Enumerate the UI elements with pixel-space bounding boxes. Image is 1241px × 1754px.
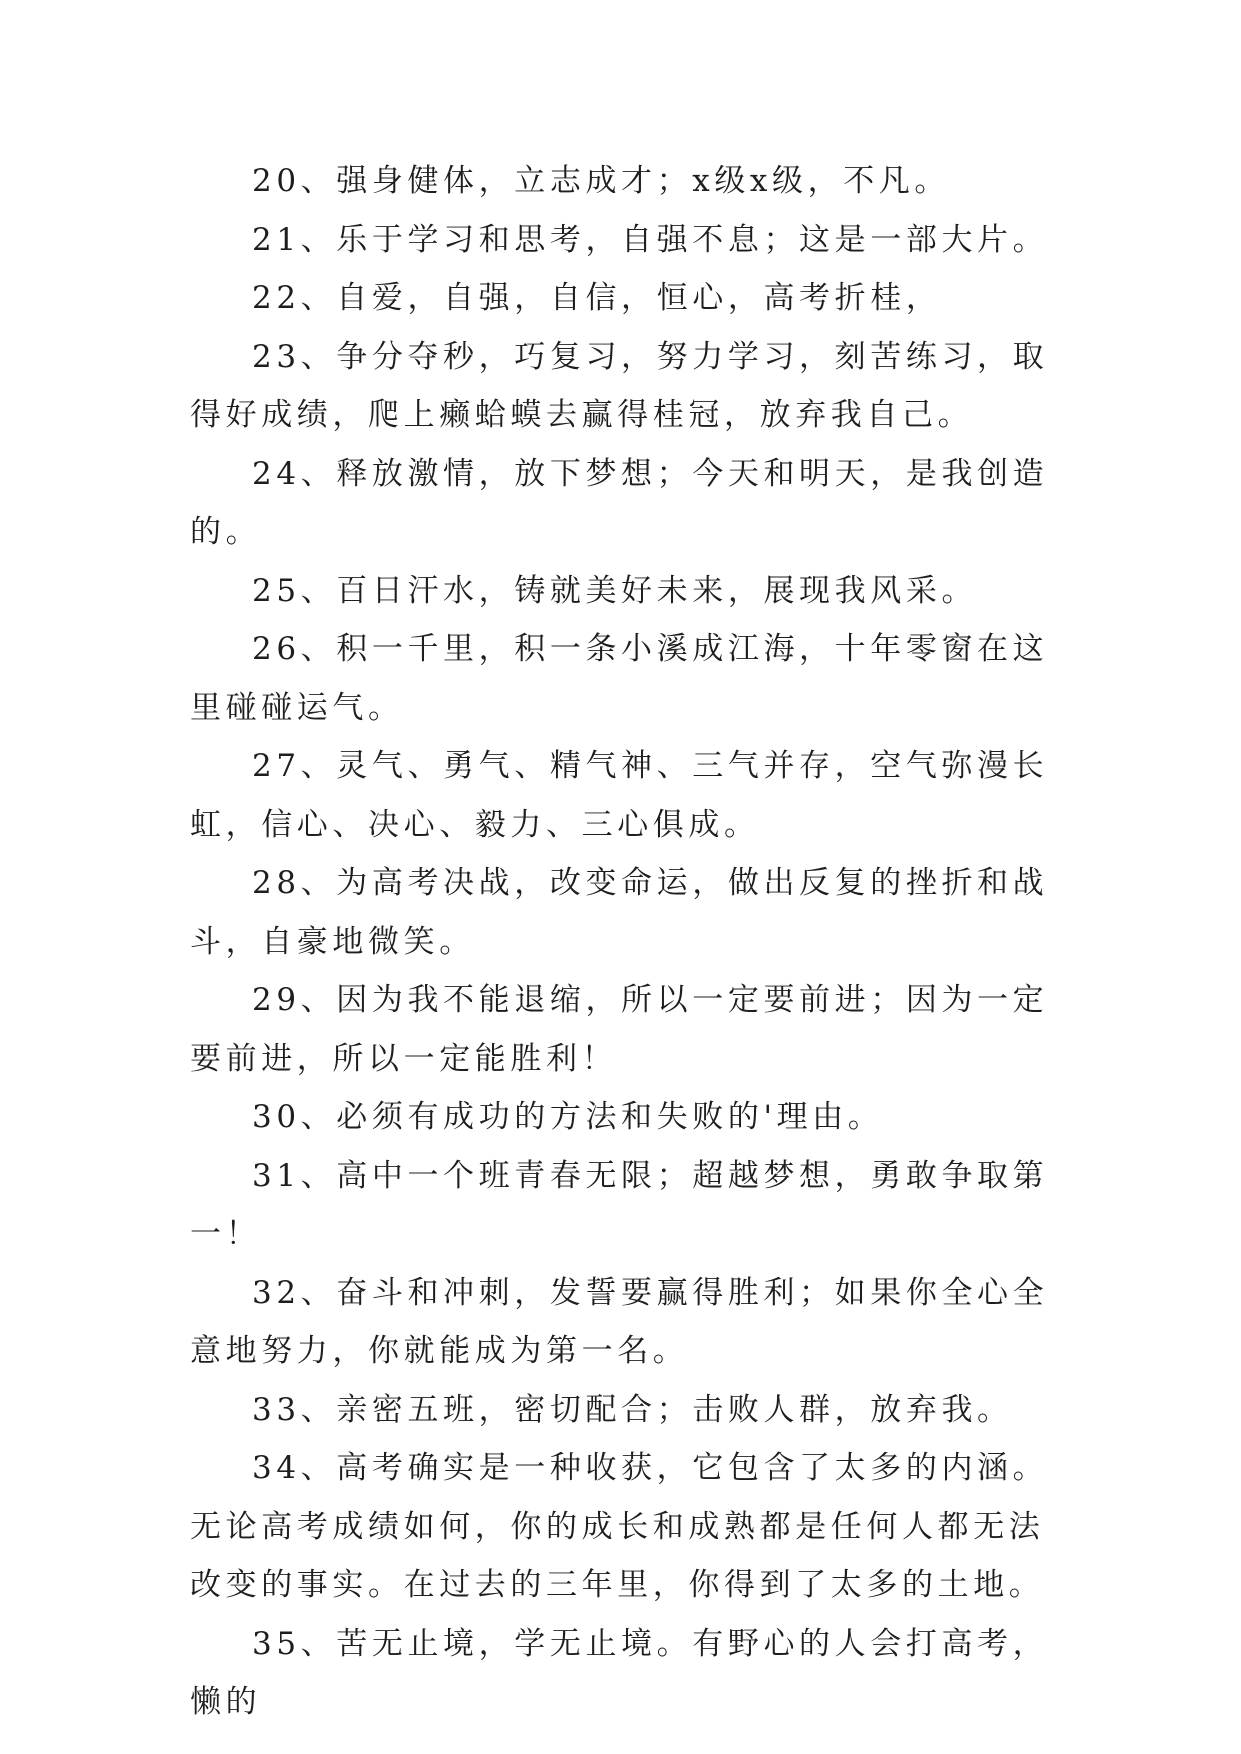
paragraph-28: 28、为高考决战，改变命运，做出反复的挫折和战斗，自豪地微笑。 bbox=[190, 865, 1049, 960]
paragraph-26: 26、积一千里，积一条小溪成江海，十年零窗在这里碰碰运气。 bbox=[190, 631, 1049, 726]
document-body bbox=[190, 152, 1050, 1732]
paragraph-31: 31、高中一个班青春无限；超越梦想，勇敢争取第一！ bbox=[190, 1157, 1049, 1252]
paragraph-34: 34、高考确实是一种收获，它包含了太多的内涵。无论高考成绩如何，你的成长和成熟都是任何人都无法改变的事实。在过去的三年里，你得到了太多的土地。 bbox=[190, 1450, 1049, 1603]
paragraph-35: 35、苦无止境，学无止境。有野心的人会打高考，懒的 bbox=[190, 1625, 1049, 1720]
paragraph-33: 33、亲密五班，密切配合；击败人群，放弃我。 bbox=[252, 1391, 1013, 1428]
paragraph-22: 22、自爱，自强，自信，恒心，高考折桂， bbox=[252, 280, 942, 316]
paragraph-27: 27、灵气、勇气、精气神、三气并存，空气弥漫长虹，信心、决心、毅力、三心俱成。 bbox=[190, 748, 1049, 843]
paragraph-32: 32、奋斗和冲刺，发誓要赢得胜利；如果你全心全意地努力，你就能成为第一名。 bbox=[190, 1274, 1049, 1369]
paragraph-25: 25、百日汗水，铸就美好未来，展现我风采。 bbox=[252, 572, 978, 609]
paragraph-21: 21、乐于学习和思考，自强不息；这是一部大片。 bbox=[252, 221, 1049, 258]
paragraph-23: 23、争分夺秒，巧复习，努力学习，刻苦练习，取得好成绩，爬上癞蛤蟆去赢得桂冠，放弃我自己。 bbox=[190, 338, 1049, 433]
paragraph-20: 20、强身健体，立志成才；x级x级，不凡。 bbox=[252, 163, 951, 199]
paragraph-29: 29、因为我不能退缩，所以一定要前进；因为一定要前进，所以一定能胜利！ bbox=[190, 982, 1049, 1077]
paragraph-30: 30、必须有成功的方法和失败的'理由。 bbox=[252, 1099, 884, 1135]
paragraph-24: 24、释放激情，放下梦想；今天和明天，是我创造的。 bbox=[190, 455, 1049, 550]
